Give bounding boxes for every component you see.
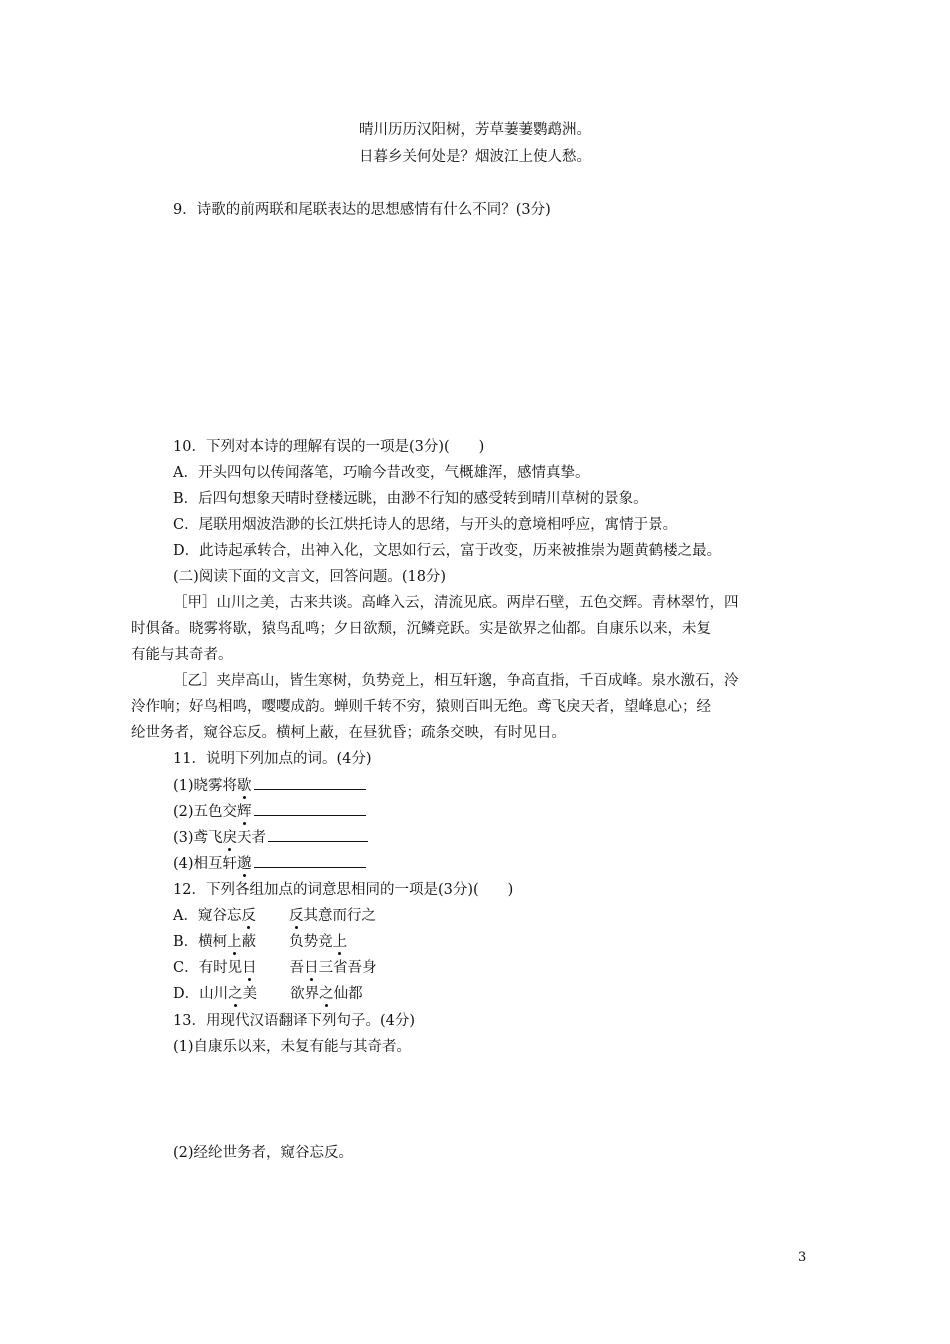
section-2-heading: (二)阅读下面的文言文，回答问题。(18分) xyxy=(173,569,447,585)
question-10-option-d: D．此诗起承转合，出神入化，文思如行云，富于改变，历来被推崇为题黄鹤楼之最。 xyxy=(173,543,722,559)
page-number: 3 xyxy=(798,1250,807,1265)
question-12-option-a: A．窥谷忘反 反其意而行之 xyxy=(173,908,376,924)
poem-line-4: 日暮乡关何处是？烟波江上使人愁。 xyxy=(359,149,591,165)
answer-blank[interactable] xyxy=(254,775,366,790)
emphasis-dot-char: 反 xyxy=(241,908,256,924)
emphasis-dot-char: 上 xyxy=(227,934,242,950)
emphasis-dot-char: 之 xyxy=(228,986,243,1002)
question-11-item-4: (4)相互轩邈 xyxy=(173,853,366,874)
question-13-stem: 13．用现代汉语翻译下列句子。(4分) xyxy=(173,1013,415,1029)
answer-blank[interactable] xyxy=(268,827,368,842)
question-11-item-2: (2)五色交辉 xyxy=(173,801,366,822)
question-13-sentence-2: (2)经纶世务者，窥谷忘反。 xyxy=(173,1145,354,1161)
question-11-item-3: (3)鸢飞戾天者 xyxy=(173,827,368,848)
question-12-option-d: D．山川之美 欲界之仙都 xyxy=(173,986,363,1002)
passage-jia-line-3: 有能与其奇者。 xyxy=(131,647,233,663)
emphasis-dot-char: 之 xyxy=(319,986,334,1002)
question-10-stem: 10．下列对本诗的理解有误的一项是(3分)( ) xyxy=(173,439,485,455)
emphasis-dot-char: 辉 xyxy=(237,804,252,820)
question-12-stem: 12．下列各组加点的词意思相同的一项是(3分)( ) xyxy=(173,882,514,898)
emphasis-dot-char: 邈 xyxy=(237,856,252,872)
question-9: 9．诗歌的前两联和尾联表达的思想感情有什么不同？(3分) xyxy=(173,202,551,218)
passage-yi-line-2: 泠作响；好鸟相鸣，嘤嘤成韵。蝉则千转不穷，猿则百叫无绝。鸢飞戾天者，望峰息心；经 xyxy=(131,699,711,715)
emphasis-dot-char: 日 xyxy=(242,960,257,976)
passage-yi-line-1: ［乙］夹岸高山，皆生寒树，负势竞上，相互轩邈，争高直指，千百成峰。泉水激石，泠 xyxy=(173,673,739,689)
emphasis-dot-char: 日 xyxy=(304,960,319,976)
passage-jia-line-1: ［甲］山川之美，古来共谈。高峰入云，清流见底。两岸石壁，五色交辉。青林翠竹，四 xyxy=(173,595,739,611)
question-10-option-c: C．尾联用烟波浩渺的长江烘托诗人的思绪，与开头的意境相呼应，寓情于景。 xyxy=(173,517,678,533)
passage-yi-line-3: 纶世务者，窥谷忘反。横柯上蔽，在昼犹昏；疏条交映，有时见日。 xyxy=(131,725,566,741)
question-11-stem: 11．说明下列加点的词。(4分) xyxy=(173,751,372,767)
passage-jia-line-2: 时俱备。晓雾将歇，猿鸟乱鸣；夕日欲颓，沉鳞竞跃。实是欲界之仙都。自康乐以来，未复 xyxy=(131,621,711,637)
answer-blank[interactable] xyxy=(254,853,366,868)
emphasis-dot-char: 上 xyxy=(332,934,348,950)
emphasis-dot-char: 反 xyxy=(288,908,304,924)
question-12-option-c: C．有时见日 吾日三省吾身 xyxy=(173,960,377,976)
answer-blank[interactable] xyxy=(254,801,366,816)
question-11-item-1: (1)晓雾将歇 xyxy=(173,775,366,796)
question-10-option-a: A．开头四句以传闻落笔，巧喻今昔改变，气概雄浑，感情真挚。 xyxy=(173,465,590,481)
question-10-option-b: B．后四句想象天晴时登楼远眺，由渺不行知的感受转到晴川草树的景象。 xyxy=(173,491,648,507)
emphasis-dot-char: 歇 xyxy=(237,778,252,794)
emphasis-dot-char: 戾 xyxy=(222,830,238,846)
poem-line-3: 晴川历历汉阳树，芳草萋萋鹦鹉洲。 xyxy=(359,122,591,138)
question-13-sentence-1: (1)自康乐以来，未复有能与其奇者。 xyxy=(173,1039,412,1055)
question-12-option-b: B．横柯上蔽 负势竞上 xyxy=(173,934,348,950)
